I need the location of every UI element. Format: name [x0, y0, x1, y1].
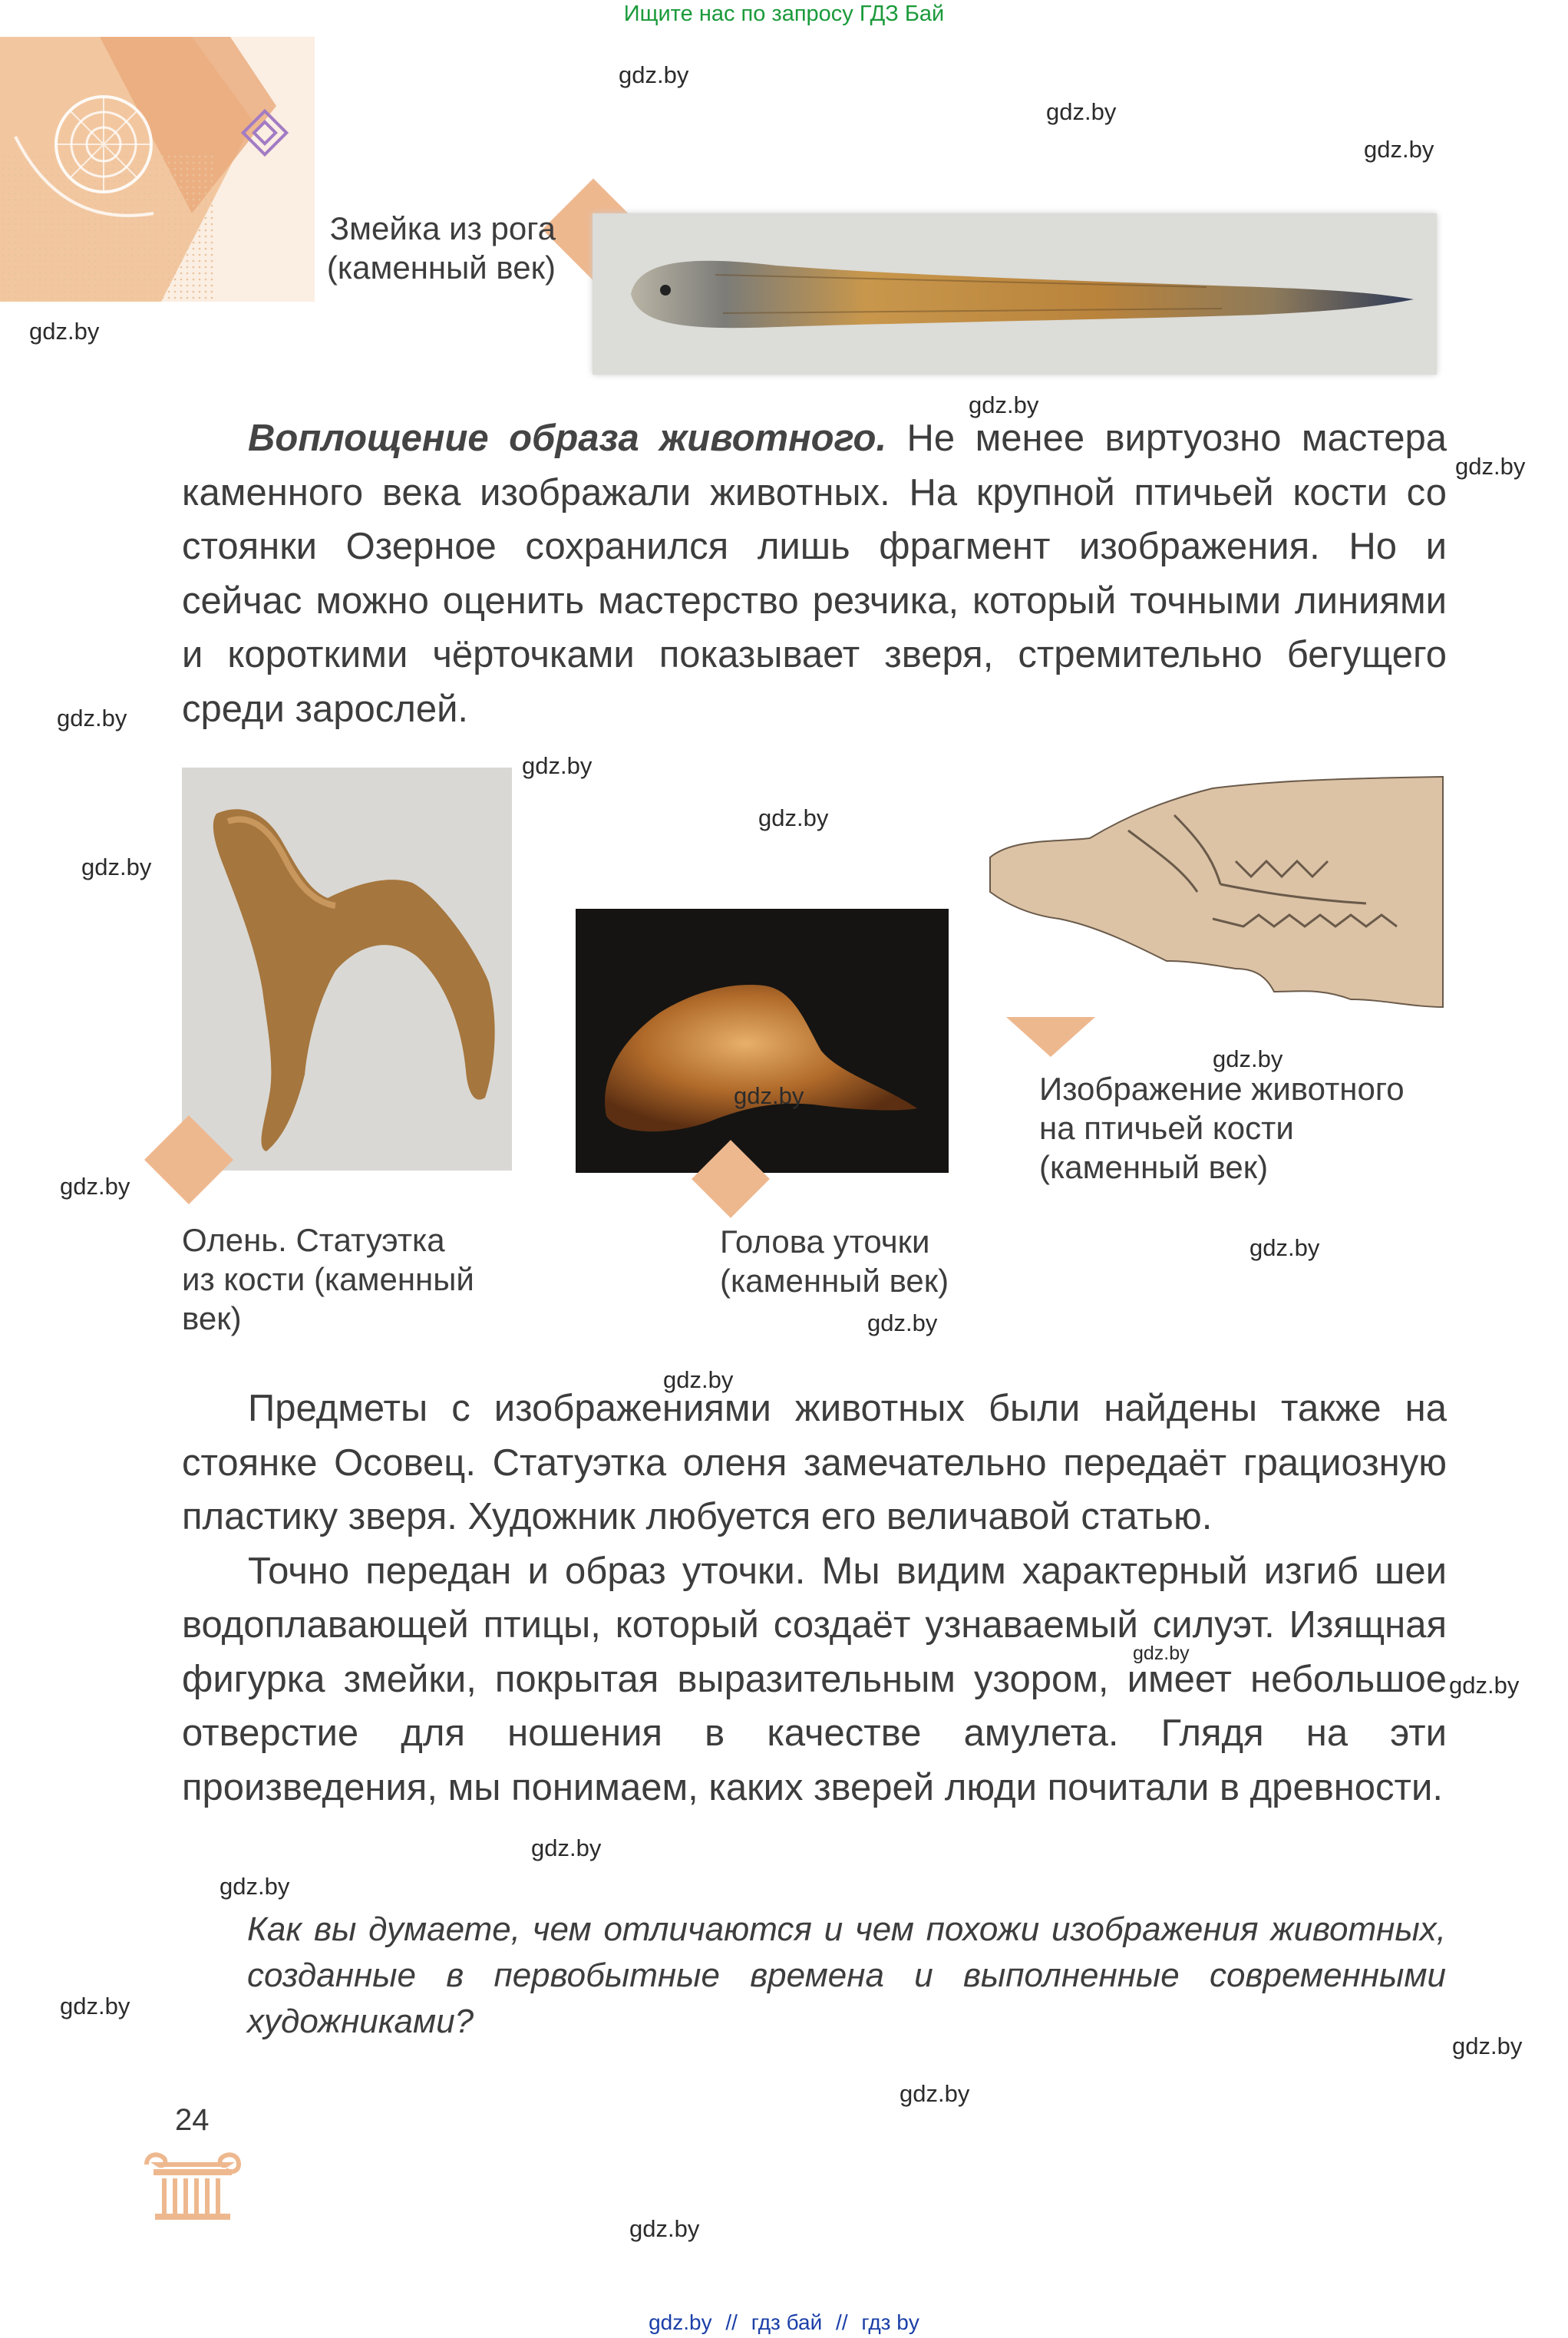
bone-caption-line2: на птичьей кости: [1039, 1110, 1294, 1146]
watermark: gdz.by: [734, 1082, 804, 1109]
deer-caption-line2: из кости (каменный: [182, 1261, 474, 1297]
paragraph-2-3: [182, 1382, 1447, 1815]
snake-photo: [593, 213, 1437, 375]
watermark: gdz.by: [1455, 453, 1526, 480]
watermark: gdz.by: [619, 61, 689, 88]
duck-caption: [720, 1222, 1027, 1300]
snake-caption-line1: Змейка из рога: [329, 210, 556, 246]
footer-link-gdz[interactable]: gdz.by: [649, 2310, 712, 2334]
page-number: 24: [175, 2103, 210, 2137]
bone-photo: [982, 769, 1447, 1011]
paragraph-1-text: Не менее виртуозно мастера каменного века изображали животных. На крупной птичьей кости со стоянки Озерное сохранился лишь фрагмент изображения. Но и сейчас можно оценить мастерство резчика, который точными линиями и короткими чёрточками показывает зверя, стремительно бегущего среди зарослей.: [182, 418, 1447, 730]
paragraph-lead: Воплощение образа животного.: [248, 418, 887, 459]
duck-caption-line1: Голова уточки: [720, 1223, 930, 1260]
watermark: gdz.by: [900, 2080, 970, 2107]
watermark: gdz.by: [60, 1173, 130, 1200]
watermark: gdz.by: [81, 854, 152, 880]
deer-caption: [182, 1220, 504, 1338]
watermark: gdz.by: [1046, 98, 1117, 125]
bone-caption-line1: Изображение животного: [1039, 1071, 1405, 1107]
watermark: gdz.by: [1364, 136, 1434, 163]
paragraph-1: [182, 411, 1447, 736]
watermark: gdz.by: [522, 752, 593, 779]
snake-caption: [310, 209, 556, 287]
watermark: gdz.by: [867, 1309, 938, 1336]
watermark: gdz.by: [969, 391, 1039, 418]
watermark: gdz.by: [663, 1366, 734, 1393]
watermark: gdz.by: [1452, 2033, 1523, 2059]
footer-separator: //: [725, 2310, 738, 2334]
deer-photo: [182, 768, 512, 1171]
duck-caption-line2: (каменный век): [720, 1263, 949, 1299]
watermark: gdz.by: [1249, 1234, 1320, 1261]
watermark: gdz.by: [1213, 1045, 1283, 1072]
corner-ornament: [0, 37, 322, 302]
bone-caption-marker: [1006, 1017, 1095, 1057]
snake-caption-line2: (каменный век): [326, 249, 556, 286]
watermark: gdz.by: [531, 1834, 602, 1861]
watermark: gdz.by: [1449, 1672, 1520, 1699]
bone-caption-line3: (каменный век): [1039, 1149, 1269, 1185]
watermark: gdz.by: [57, 705, 127, 731]
footer-link-gdz-by[interactable]: гдз by: [861, 2310, 919, 2334]
watermark: gdz.by: [220, 1873, 290, 1900]
footer-link-gdz-bai[interactable]: гдз бай: [751, 2310, 823, 2334]
watermark: gdz.by: [629, 2215, 700, 2242]
watermark: gdz.by: [29, 318, 100, 345]
column-icon: [143, 2148, 243, 2221]
bone-caption: [1039, 1069, 1446, 1187]
deer-caption-line3: век): [182, 1300, 242, 1336]
paragraph-2: Предметы с изображениями животных были найдены также на стоянке Осовец. Статуэтка оленя замечательно передаёт грациозную пластику зверя. Художник любуется его величавой статью.: [182, 1388, 1447, 1537]
search-hint[interactable]: Ищите нас по запросу ГДЗ Бай: [623, 2, 945, 26]
watermark: gdz.by: [758, 804, 829, 831]
footer-links: [0, 2310, 1568, 2335]
watermark: gdz.by: [1133, 1643, 1190, 1664]
discussion-question: Как вы думаете, чем отличаются и чем похожи изображения животных, созданные в первобытные времена и выполненные современными художниками?: [247, 1910, 1446, 2040]
watermark: gdz.by: [60, 1993, 130, 2019]
footer-separator: //: [836, 2310, 848, 2334]
deer-caption-line1: Олень. Статуэтка: [182, 1222, 445, 1258]
paragraph-3: Точно передан и образ уточки. Мы видим характерный изгиб шеи водоплавающей птицы, который создаёт узнаваемый силуэт. Изящная фигурка змейки, покрытая выразительным узором, имеет небольшое отверстие для ношения в качестве амулета. Глядя на эти произведения, мы понимаем, каких зверей люди почитали в древности.: [182, 1550, 1447, 1808]
duck-photo: [576, 909, 949, 1173]
